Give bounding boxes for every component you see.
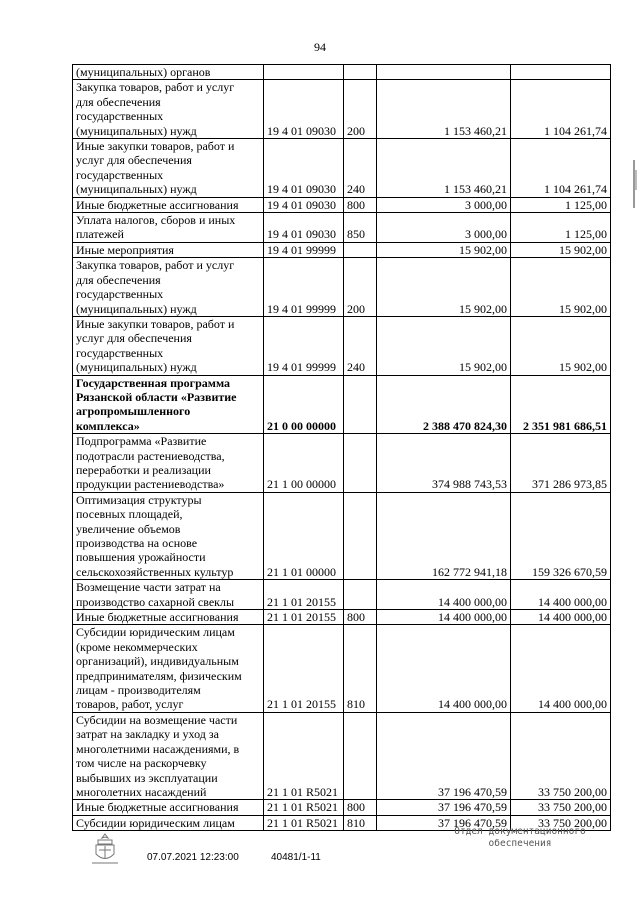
row-value-2021-cell: 15 902,00 — [511, 258, 611, 317]
row-name-cell: Иные бюджетные ассигнования — [73, 197, 264, 212]
page-footer — [0, 826, 640, 886]
row-code-cell: 19 4 01 99999 — [264, 316, 344, 375]
row-value-2021-cell: 14 400 000,00 — [511, 625, 611, 712]
row-vr-cell — [344, 580, 377, 610]
row-value-2020-cell: 15 902,00 — [377, 242, 511, 257]
row-name-cell: Закупка товаров, работ и услуг для обеспечения государственных (муниципальных) нужд — [73, 80, 264, 139]
row-code-cell: 21 0 00 00000 — [264, 375, 344, 434]
table-row — [73, 258, 611, 317]
row-code-cell — [264, 65, 344, 80]
row-vr-cell: 200 — [344, 80, 377, 139]
row-code-cell: 19 4 01 09030 — [264, 139, 344, 198]
page-number: 94 — [314, 40, 326, 54]
row-value-2020-cell: 3 000,00 — [377, 197, 511, 212]
row-vr-cell — [344, 434, 377, 493]
row-name-cell: Государственная программа Рязанской области «Развитие агропромышленного комплекса» — [73, 375, 264, 434]
row-code-cell: 19 4 01 09030 — [264, 213, 344, 243]
row-code-cell: 19 4 01 09030 — [264, 80, 344, 139]
row-value-2020-cell: 37 196 470,59 — [377, 815, 511, 830]
row-vr-cell: 240 — [344, 139, 377, 198]
row-value-2021-cell: 2 351 981 686,51 — [511, 375, 611, 434]
department-line-1: Отдел документационного — [454, 826, 586, 837]
row-name-cell: Закупка товаров, работ и услуг для обеспечения государственных (муниципальных) нужд — [73, 258, 264, 317]
table-row — [73, 80, 611, 139]
row-name-cell: Субсидии на возмещение части затрат на закладку и уход за многолетними насаждениями, в том числе на раскорчевку выбывших из эксплуатации многолетних насаждений — [73, 712, 264, 799]
row-vr-cell: 810 — [344, 625, 377, 712]
table-row — [73, 610, 611, 625]
row-value-2020-cell: 3 000,00 — [377, 213, 511, 243]
row-value-2020-cell — [377, 65, 511, 80]
margin-scan-mark — [633, 160, 637, 208]
row-name-cell: Субсидии юридическим лицам (кроме некоммерческих организаций), индивидуальным предпринимателям, физическим лицам - производителям товаров, работ, услуг — [73, 625, 264, 712]
table-row — [73, 316, 611, 375]
row-vr-cell: 800 — [344, 800, 377, 815]
row-name-cell: Субсидии юридическим лицам — [73, 815, 264, 830]
table-row — [73, 492, 611, 579]
row-value-2021-cell: 33 750 200,00 — [511, 800, 611, 815]
row-code-cell: 21 1 01 R5021 — [264, 815, 344, 830]
registration-datetime: 07.07.2021 12:23:00 — [147, 852, 239, 863]
row-value-2020-cell: 15 902,00 — [377, 258, 511, 317]
row-vr-cell: 240 — [344, 316, 377, 375]
row-vr-cell: 810 — [344, 815, 377, 830]
row-value-2020-cell: 15 902,00 — [377, 316, 511, 375]
row-value-2021-cell: 14 400 000,00 — [511, 610, 611, 625]
row-vr-cell — [344, 492, 377, 579]
row-vr-cell — [344, 65, 377, 80]
row-value-2021-cell — [511, 65, 611, 80]
row-vr-cell — [344, 712, 377, 799]
row-vr-cell: 800 — [344, 197, 377, 212]
row-name-cell: Уплата налогов, сборов и иных платежей — [73, 213, 264, 243]
row-name-cell: (муниципальных) органов — [73, 65, 264, 80]
table-row — [73, 242, 611, 257]
row-value-2021-cell: 1 125,00 — [511, 197, 611, 212]
table-row — [73, 625, 611, 712]
row-code-cell: 21 1 01 20155 — [264, 610, 344, 625]
table-row — [73, 197, 611, 212]
row-value-2021-cell: 1 104 261,74 — [511, 80, 611, 139]
row-code-cell: 21 1 01 00000 — [264, 492, 344, 579]
table-row — [73, 65, 611, 80]
row-value-2020-cell: 14 400 000,00 — [377, 580, 511, 610]
table-row — [73, 434, 611, 493]
department-stamp — [440, 826, 600, 850]
row-code-cell: 21 1 01 R5021 — [264, 712, 344, 799]
registration-number: 40481/1-11 — [271, 852, 321, 863]
row-value-2021-cell: 371 286 973,85 — [511, 434, 611, 493]
row-value-2021-cell: 159 326 670,59 — [511, 492, 611, 579]
coat-of-arms-icon — [88, 832, 122, 871]
row-value-2021-cell: 1 104 261,74 — [511, 139, 611, 198]
row-name-cell: Иные мероприятия — [73, 242, 264, 257]
row-value-2020-cell: 1 153 460,21 — [377, 139, 511, 198]
row-name-cell: Иные закупки товаров, работ и услуг для обеспечения государственных (муниципальных) нужд — [73, 139, 264, 198]
row-code-cell: 21 1 00 00000 — [264, 434, 344, 493]
row-value-2021-cell: 15 902,00 — [511, 242, 611, 257]
row-value-2021-cell: 15 902,00 — [511, 316, 611, 375]
budget-table-body — [73, 65, 611, 831]
row-code-cell: 19 4 01 99999 — [264, 258, 344, 317]
row-code-cell: 19 4 01 99999 — [264, 242, 344, 257]
row-value-2020-cell: 162 772 941,18 — [377, 492, 511, 579]
row-value-2020-cell: 14 400 000,00 — [377, 625, 511, 712]
table-row — [73, 375, 611, 434]
row-vr-cell: 200 — [344, 258, 377, 317]
row-name-cell: Подпрограмма «Развитие подотрасли растениеводства, переработки и реализации продукции растениеводства» — [73, 434, 264, 493]
department-line-2: обеспечения — [488, 838, 552, 849]
row-vr-cell: 850 — [344, 213, 377, 243]
row-code-cell: 21 1 01 R5021 — [264, 800, 344, 815]
budget-table — [72, 64, 611, 831]
row-name-cell: Иные бюджетные ассигнования — [73, 800, 264, 815]
row-value-2020-cell: 1 153 460,21 — [377, 80, 511, 139]
row-name-cell: Оптимизация структуры посевных площадей, увеличение объемов производства на основе повышения урожайности сельскохозяйственных культур — [73, 492, 264, 579]
row-name-cell: Иные бюджетные ассигнования — [73, 610, 264, 625]
row-vr-cell — [344, 242, 377, 257]
row-value-2021-cell: 33 750 200,00 — [511, 712, 611, 799]
row-value-2021-cell: 14 400 000,00 — [511, 580, 611, 610]
row-value-2021-cell: 33 750 200,00 — [511, 815, 611, 830]
row-vr-cell: 800 — [344, 610, 377, 625]
row-code-cell: 19 4 01 09030 — [264, 197, 344, 212]
row-vr-cell — [344, 375, 377, 434]
table-row — [73, 712, 611, 799]
row-value-2020-cell: 14 400 000,00 — [377, 610, 511, 625]
table-row — [73, 139, 611, 198]
row-name-cell: Иные закупки товаров, работ и услуг для обеспечения государственных (муниципальных) нужд — [73, 316, 264, 375]
table-row — [73, 580, 611, 610]
row-value-2021-cell: 1 125,00 — [511, 213, 611, 243]
row-value-2020-cell: 2 388 470 824,30 — [377, 375, 511, 434]
row-value-2020-cell: 37 196 470,59 — [377, 712, 511, 799]
table-row — [73, 213, 611, 243]
row-value-2020-cell: 37 196 470,59 — [377, 800, 511, 815]
row-code-cell: 21 1 01 20155 — [264, 625, 344, 712]
table-row — [73, 800, 611, 815]
row-value-2020-cell: 374 988 743,53 — [377, 434, 511, 493]
row-name-cell: Возмещение части затрат на производство сахарной свеклы — [73, 580, 264, 610]
row-code-cell: 21 1 01 20155 — [264, 580, 344, 610]
